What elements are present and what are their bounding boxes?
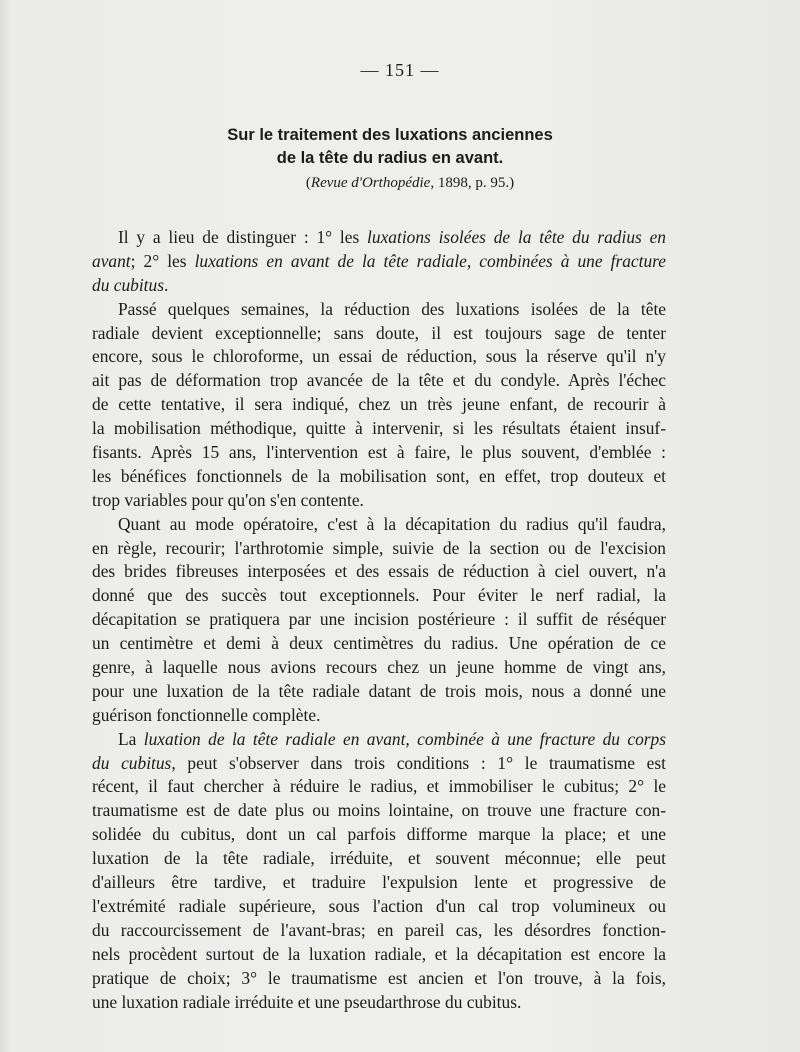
text-run: La (118, 728, 144, 749)
article-body (92, 226, 666, 1014)
text-line (92, 250, 666, 274)
text-line: encore, sous le chloroforme, un essai de réduction, sous la réserve qu'il n'y (92, 346, 666, 367)
source-rest: , 1898, p. 95.) (430, 175, 515, 191)
text-line: Quant au mode opératoire, c'est à la décapitation du radius qu'il faudra, (118, 513, 666, 534)
text-line: les bénéfices fonctionnels de la mobilisation sont, en effet, trop douteux et (92, 465, 666, 486)
text-line (92, 226, 666, 250)
text-line: récent, il faut chercher à réduire le radius, et immobiliser le cubitus; 2° le (92, 776, 666, 797)
text-run: ; 2° les (130, 250, 195, 271)
text-line: luxation de la tête radiale, irréduite, et souvent méconnue; elle peut (92, 848, 666, 869)
italic-run: du cubitus (92, 274, 164, 295)
text-line: la mobilisation méthodique, quitte à intervenir, si les résultats étaient insuf- (92, 418, 666, 439)
italic-run: luxation de la tête radiale en avant, combinée à une fracture du corps (143, 728, 666, 749)
italic-run: luxations isolées de la tête du radius en (367, 227, 667, 247)
text-line: pour une luxation de la tête radiale datant de trois mois, nous a donné une (92, 680, 666, 701)
text-line: en règle, recourir; l'arthrotomie simple, suivie de la section ou de l'excision (92, 537, 666, 558)
text-line: Passé quelques semaines, la réduction des luxations isolées de la tête (118, 298, 666, 319)
text-line: une luxation radiale irréduite et une pseudarthrose du cubitus. (92, 991, 522, 1012)
text-line: radiale devient exceptionnelle; sans doute, il est toujours sage de tenter (92, 322, 666, 343)
text-line: pratique de choix; 3° le traumatisme est ancien et l'on trouve, à la fois, (92, 967, 666, 988)
italic-run: du cubitus (92, 752, 172, 773)
text-line: du raccourcissement de l'avant-bras; en pareil cas, les désordres fonction- (92, 919, 666, 940)
text-line: d'ailleurs être tardive, et traduire l'expulsion lente et progressive de (92, 872, 666, 893)
text-line: un centimètre et demi à deux centimètres du radius. Une opération de ce (92, 633, 666, 654)
title-line-2: de la tête du radius en avant. (276, 149, 504, 167)
text-line: traumatisme est de date plus ou moins lointaine, on trouve une fracture con- (92, 800, 666, 821)
title-line-1: Sur le traitement des luxations anciennes (227, 126, 553, 144)
text-line: solidée du cubitus, dont un cal parfois difforme marque la place; et une (92, 824, 666, 845)
page-number: — 151 — (360, 60, 440, 80)
text-line: l'extrémité radiale supérieure, sous l'action d'un cal trop volumineux ou (92, 895, 666, 916)
italic-run: luxations en avant de la tête radiale, combinées à une fracture (194, 250, 666, 271)
text-run: Il y a lieu de distinguer : 1° les (118, 227, 368, 247)
text-line: fisants. Après 15 ans, l'intervention est à faire, le plus souvent, d'emblée : (92, 442, 666, 463)
article-title (110, 124, 670, 170)
source-journal: Revue d'Orthopédie (310, 175, 431, 191)
italic-run: avant (92, 250, 131, 271)
text-line: de cette tentative, il sera indiqué, chez un très jeune enfant, de recourir à (92, 394, 666, 415)
text-line (92, 728, 666, 752)
text-run: , peut s'observer dans trois conditions : 1° le traumatisme est (171, 752, 666, 773)
text-line (92, 752, 666, 776)
text-line: décapitation se pratiquera par une incision postérieure : il suffit de réséquer (92, 609, 666, 630)
text-line: genre, à laquelle nous avions recours chez un jeune homme de vingt ans, (92, 657, 666, 678)
text-line: donné que des succès tout exceptionnels. Pour éviter le nerf radial, la (92, 585, 666, 606)
text-line (92, 274, 666, 298)
text-run: . (163, 274, 169, 295)
source-open: ( (305, 175, 311, 191)
text-line: nels procèdent surtout de la luxation radiale, et la décapitation est encore la (92, 943, 666, 964)
text-line: guérison fonctionnelle complète. (92, 704, 321, 725)
source-citation (150, 175, 670, 192)
text-line: des brides fibreuses interposées et des essais de réduction à ciel ouvert, n'a (92, 561, 666, 582)
text-line: ait pas de déformation trop avancée de la tête et du condyle. Après l'échec (92, 370, 666, 391)
text-line: trop variables pour qu'on s'en contente. (92, 489, 364, 510)
